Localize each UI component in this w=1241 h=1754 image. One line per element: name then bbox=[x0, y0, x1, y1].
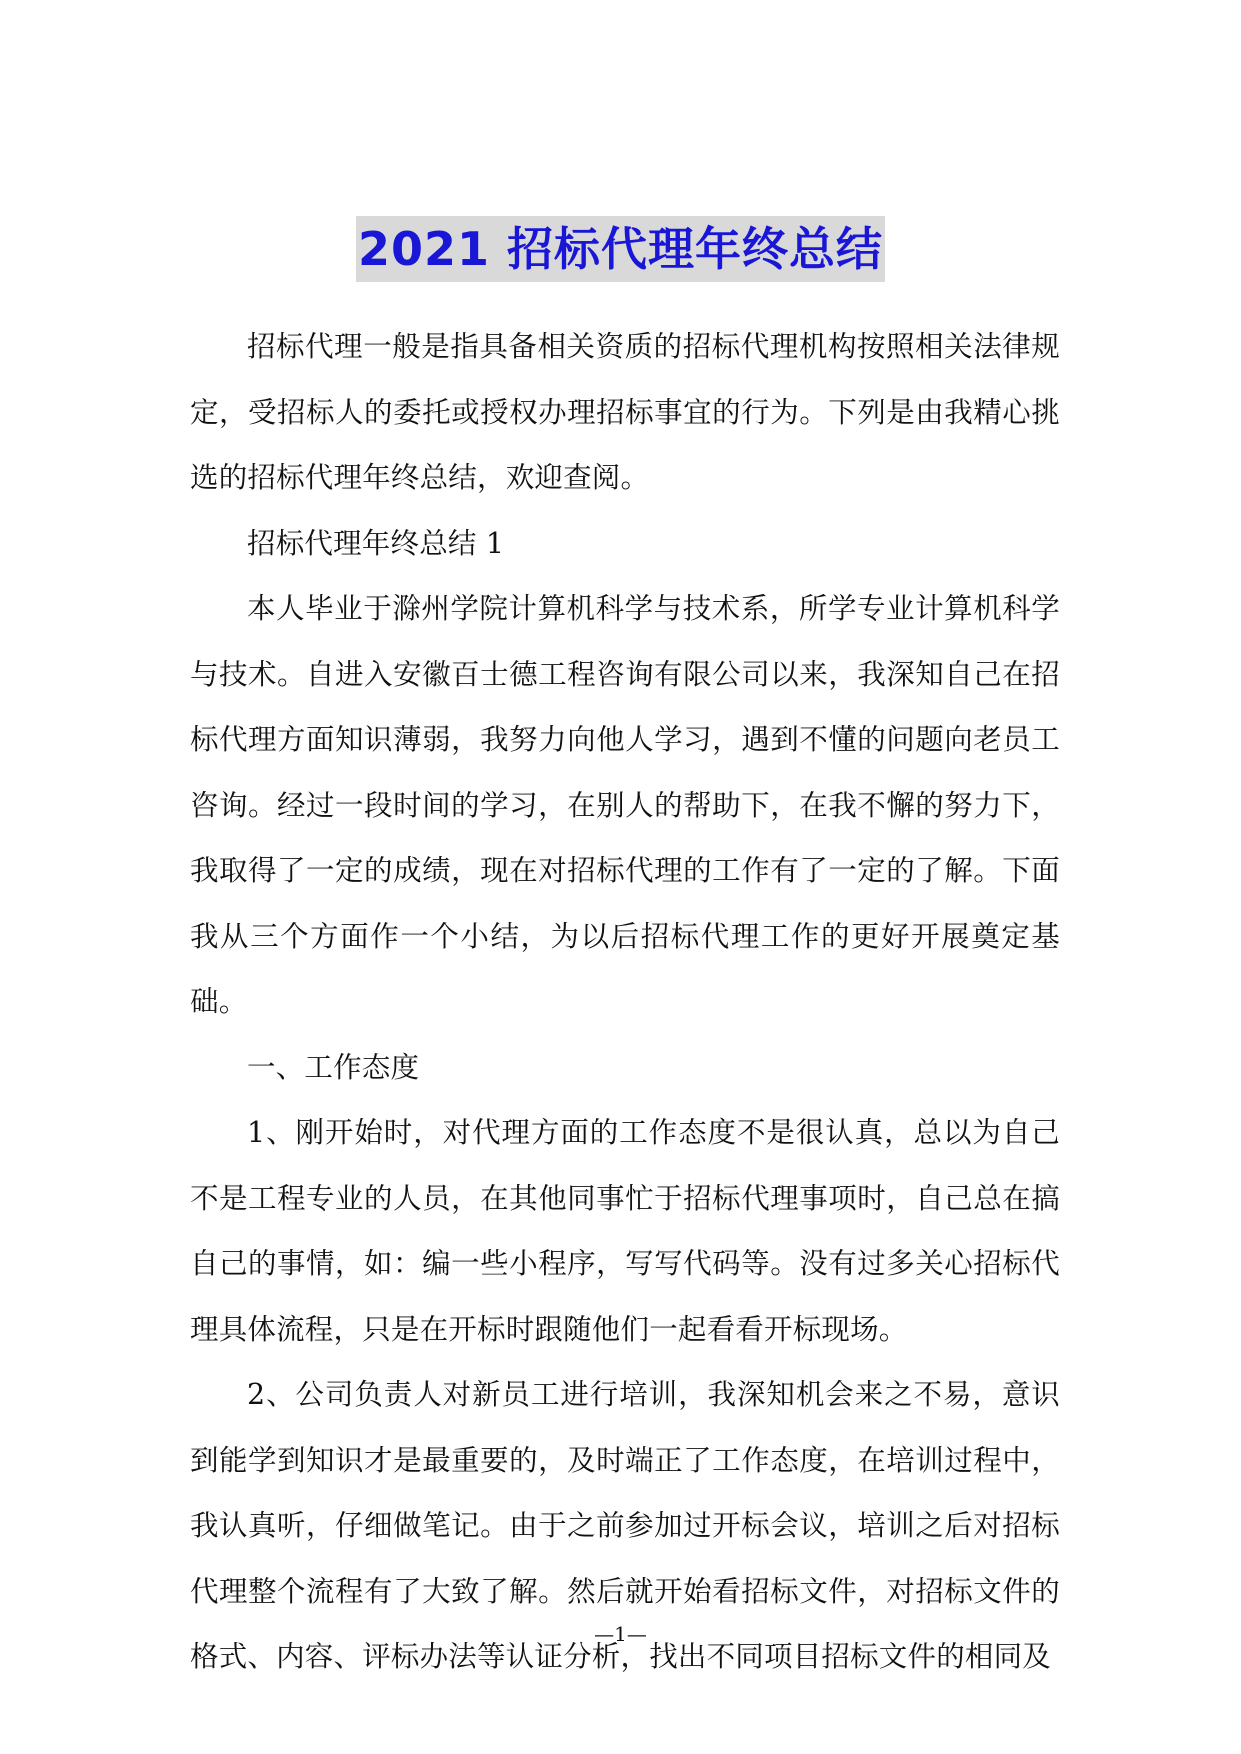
background-paragraph: 本人毕业于滁州学院计算机科学与技术系，所学专业计算机科学与技术。自进入安徽百士德工程咨询有限公司以来，我深知自己在招标代理方面知识薄弱，我努力向他人学习，遇到不懂的问题向老员工咨询。经过一段时间的学习，在别人的帮助下，在我不懈的努力下，我取得了一定的成绩，现在对招标代理的工作有了一定的了解。下面我从三个方面作一个小结，为以后招标代理工作的更好开展奠定基础。 bbox=[190, 592, 1060, 1018]
point-2-paragraph: 2、公司负责人对新员工进行培训，我深知机会来之不易，意识到能学到知识才是最重要的，及时端正了工作态度，在培训过程中，我认真听，仔细做笔记。由于之前参加过开标会议，培训之后对招标代理整个流程有了大致了解。然后就开始看招标文件，对招标文件的格式、内容、评标办法等认证分析，找出不同项目招标文件的相同及 bbox=[190, 1378, 1060, 1673]
section-heading-work-attitude: 一、工作态度 bbox=[247, 1050, 420, 1084]
intro-paragraph: 招标代理一般是指具备相关资质的招标代理机构按照相关法律规定，受招标人的委托或授权办理招标事宜的行为。下列是由我精心挑选的招标代理年终总结，欢迎查阅。 bbox=[190, 330, 1060, 494]
title-container bbox=[0, 216, 1241, 282]
page-number: —1— bbox=[594, 1622, 647, 1646]
point-1-paragraph: 1、刚开始时，对代理方面的工作态度不是很认真，总以为自己不是工程专业的人员，在其他同事忙于招标代理事项时，自己总在搞自己的事情，如：编一些小程序，写写代码等。没有过多关心招标代理具体流程，只是在开标时跟随他们一起看看开标现场。 bbox=[190, 1116, 1060, 1346]
document-title: 2021 招标代理年终总结 bbox=[356, 216, 885, 282]
section-heading-summary-1: 招标代理年终总结 1 bbox=[247, 526, 505, 560]
document-body bbox=[190, 314, 1060, 1690]
